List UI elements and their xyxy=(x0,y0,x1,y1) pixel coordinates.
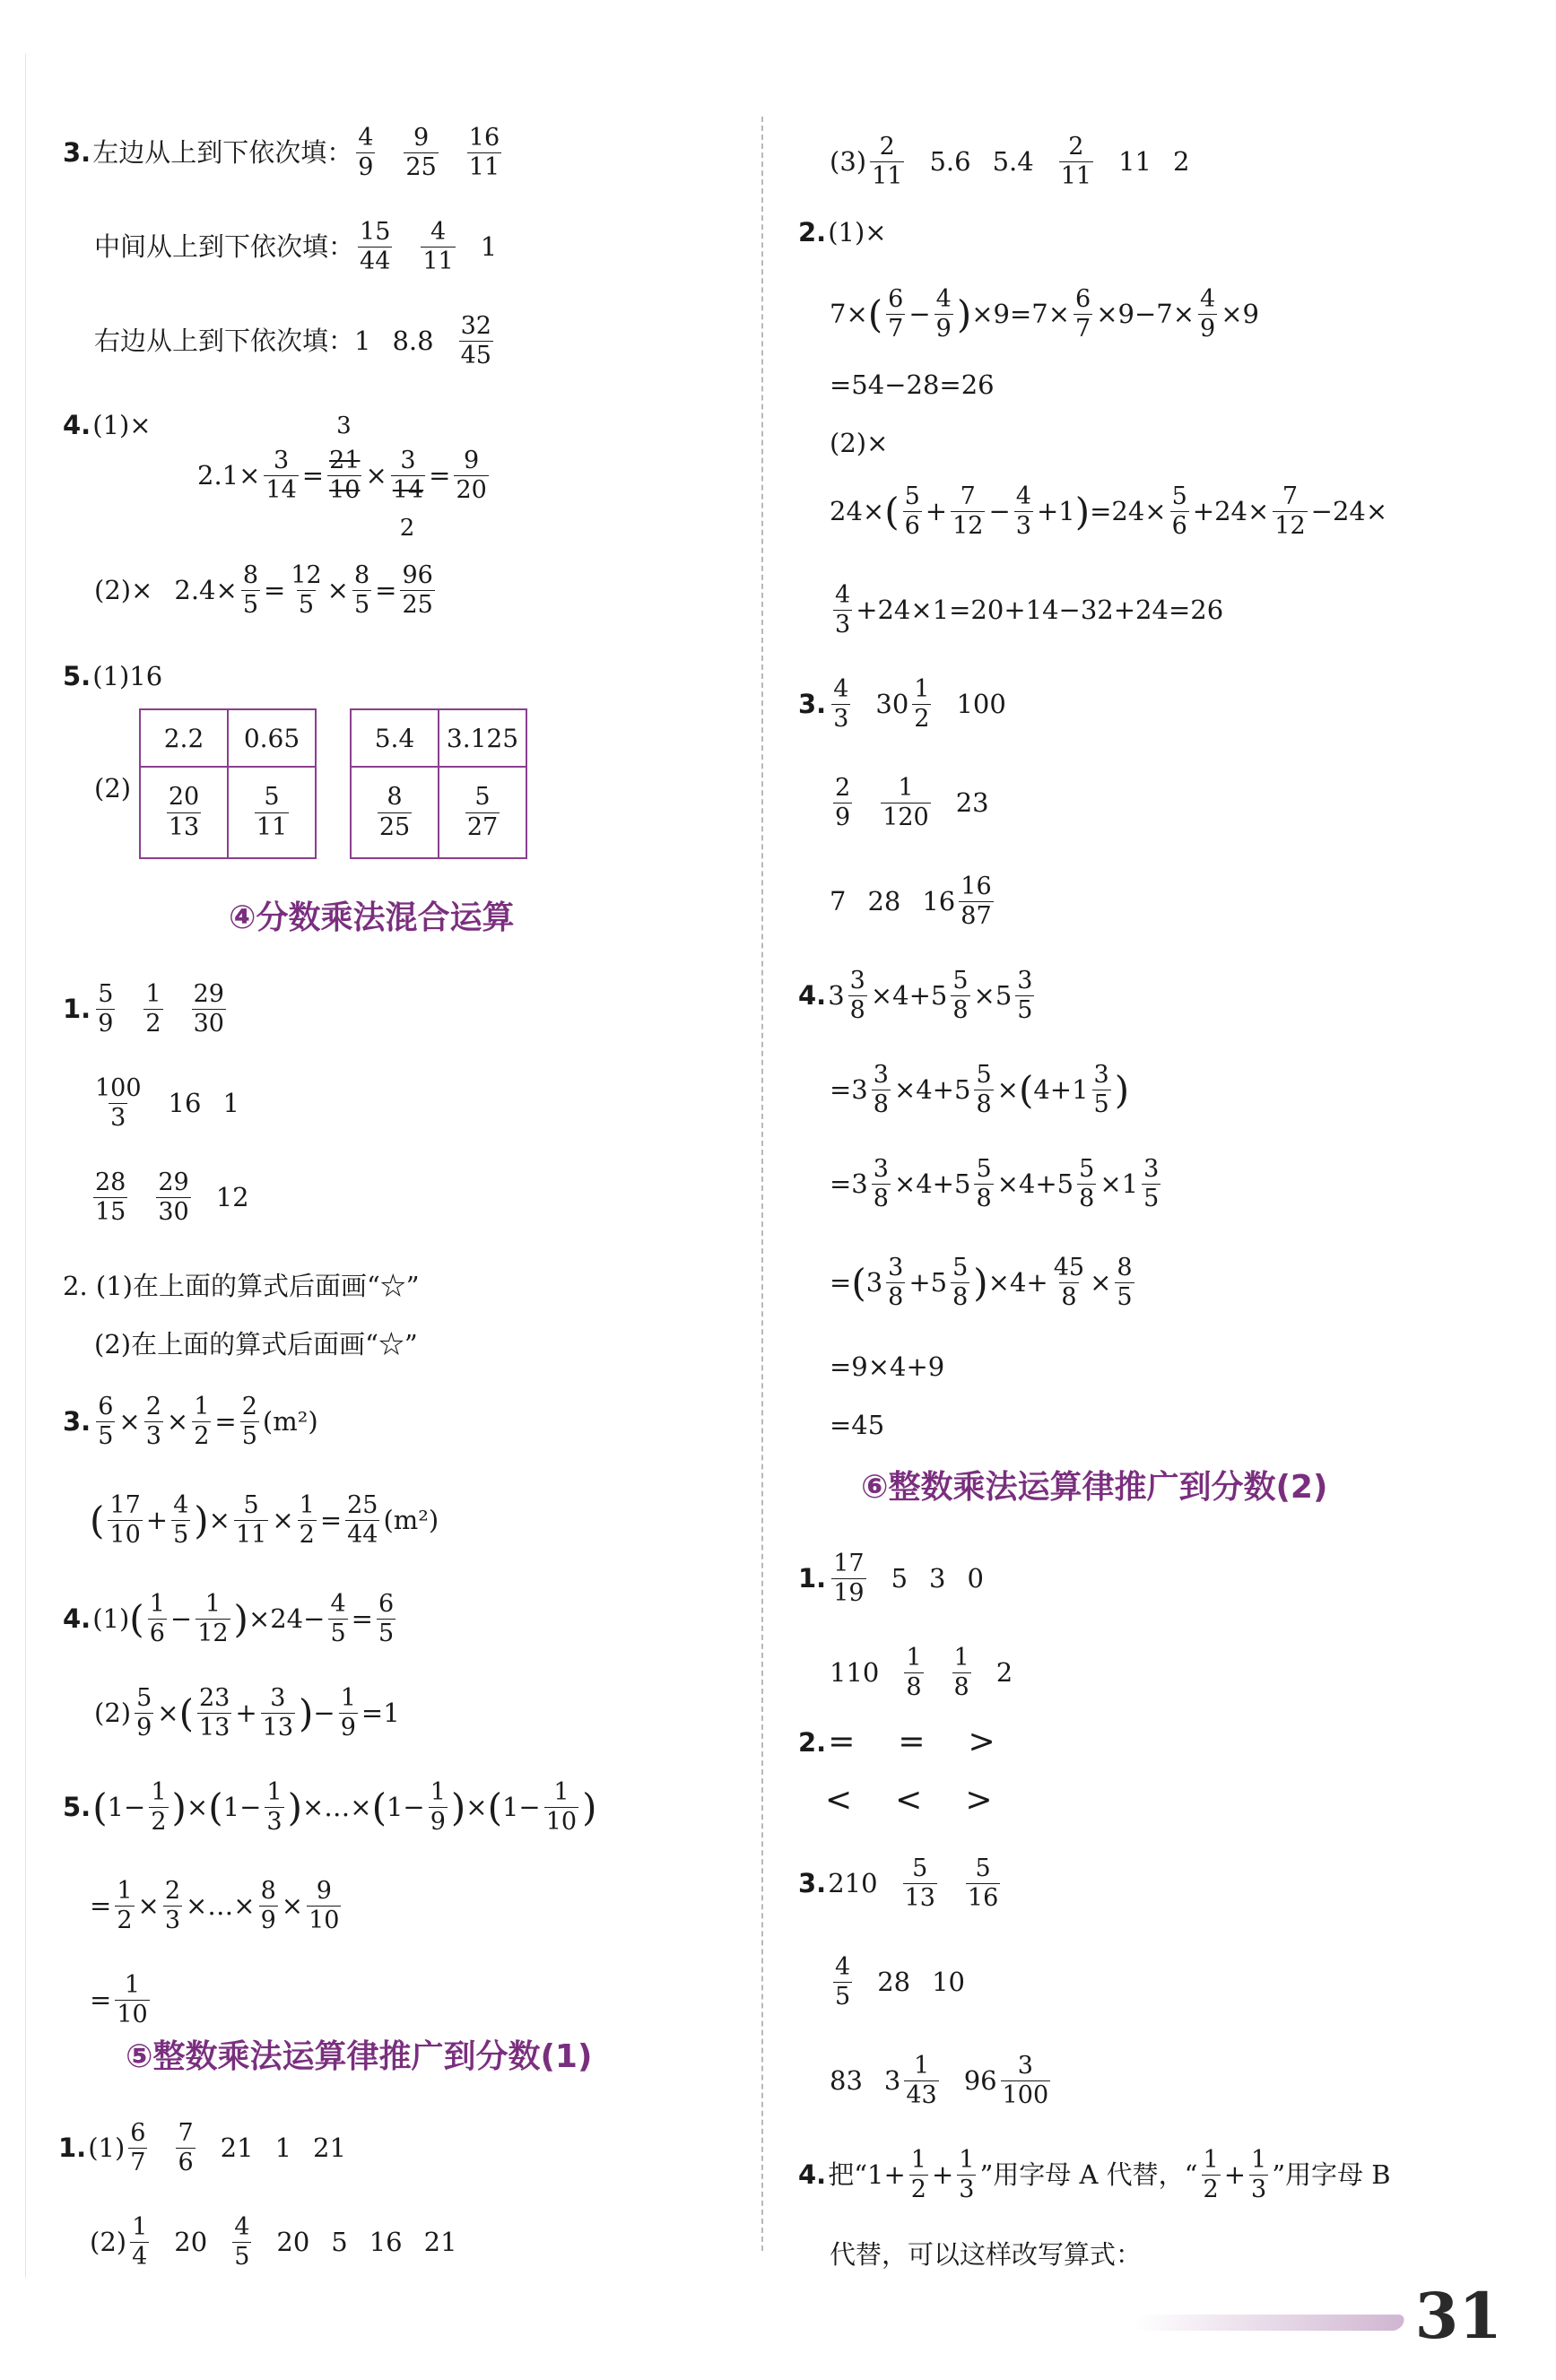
s4-q4-2: (2) $\frac{5}{9}$ × ( $\frac{23}{13}$ + $\frac{3}{13}$ ) − $\frac{1}{9}$ =1 xyxy=(94,1684,400,1742)
r-q4-line4: = ( 3 $\frac{3}{8}$ +5 $\frac{5}{8}$ ) ×4+ $\frac{45}{8}$ × $\frac{8}{5}$ xyxy=(830,1254,1133,1312)
s4-q1-row2: $\frac{100}{3}$ 16 1 xyxy=(95,1074,239,1133)
s4-q2-1: 2. (1)在上面的算式后面画“☆” xyxy=(63,1271,420,1301)
q3-mid-line: 中间从上到下依次填： $\frac{15}{44}$ $\frac{4}{11}$ 1 xyxy=(94,218,498,276)
s6-q3-row1: 3. 210 $\frac{5}{13}$ $\frac{5}{16}$ xyxy=(798,1854,999,1913)
r-q2-2-label: (2)× xyxy=(830,428,889,458)
s6-q4-line2: 代替，可以这样改写算式： xyxy=(830,2239,1143,2270)
s5-q1-1: 1. (1) $\frac{6}{7}$ $\frac{7}{6}$ 21 1 21 xyxy=(58,2119,346,2177)
margin-line xyxy=(25,54,26,2278)
cancel-mark: 2 xyxy=(399,514,415,542)
r-q4-line5: =9×4+9 xyxy=(830,1351,945,1382)
r-q3-row1: 3. $\frac{4}{3}$ 30 $\frac{1}{2}$ 100 xyxy=(798,675,1006,734)
s5-q1-2: (2) $\frac{1}{4}$ 20 $\frac{4}{5}$ 20 5 16 21 xyxy=(90,2213,457,2271)
s6-q3-row3: 83 3 $\frac{1}{43}$ 96 $\frac{3}{100}$ xyxy=(830,2052,1049,2110)
q4-1-expression: 2.1× $\frac{3}{14}$ = 3 $\frac{21}{10}$ × $\frac{3}{14}$ 2 = $\frac{9}{20}$ xyxy=(197,413,487,542)
fraction: $\frac{9}{25}$ xyxy=(405,124,437,182)
q3-left-text: 左边从上到下依次填： xyxy=(92,137,353,169)
r-q4-line2: =3 $\frac{3}{8}$ ×4+5 $\frac{5}{8}$ × ( 4+1 $\frac{3}{5}$ ) xyxy=(830,1061,1130,1119)
fraction: $\frac{32}{45}$ xyxy=(460,312,491,370)
s6-q1-row1: 1. $\frac{17}{19}$ 5 3 0 xyxy=(798,1550,984,1608)
r-q4-line6: =45 xyxy=(830,1410,885,1440)
q5-2-label: (2) xyxy=(94,773,132,803)
s4-q5-line2: = $\frac{1}{2}$ × $\frac{2}{3}$ ×…× $\frac{8}{9}$ × $\frac{9}{10}$ xyxy=(90,1877,340,1935)
q4-2-line: (2)× 2.4× $\frac{8}{5}$ = $\frac{12}{5}$ × $\frac{8}{5}$ = $\frac{96}{25}$ xyxy=(94,561,433,620)
r-q4-line3: =3 $\frac{3}{8}$ ×4+5 $\frac{5}{8}$ ×4+5 $\frac{5}{8}$ ×1 $\frac{3}{5}$ xyxy=(830,1155,1160,1213)
answer-grid-2: 5.4 3.125 $\frac{8}{25}$ $\frac{5}{27}$ xyxy=(350,708,527,859)
q3-right-line: 右边从上到下依次填： 1 8.8 $\frac{32}{45}$ xyxy=(94,312,491,370)
s4-q4-1: 4. (1) ( $\frac{1}{6}$ − $\frac{1}{12}$ ) ×24− $\frac{4}{5}$ = $\frac{6}{5}$ xyxy=(63,1590,395,1648)
r-q4-line1: 4. 3 $\frac{3}{8}$ ×4+5 $\frac{5}{8}$ ×5 $\frac{3}{5}$ xyxy=(798,967,1033,1025)
q3-left-line xyxy=(63,126,505,181)
fraction: $\frac{15}{44}$ xyxy=(360,218,391,276)
fraction: $\frac{4}{11}$ xyxy=(422,218,454,276)
r-q2-1-expr: 7× ( $\frac{6}{7}$ − $\frac{4}{9}$ ) ×9=7× $\frac{6}{7}$ ×9−7× $\frac{4}{9}$ ×9 xyxy=(830,285,1259,343)
section-title-5: ⑤整数乘法运算律推广到分数(1) xyxy=(126,2038,593,2075)
s4-q3-line1: 3. $\frac{6}{5}$ × $\frac{2}{3}$ × $\frac{1}{2}$ = $\frac{2}{5}$ (m²) xyxy=(63,1393,318,1451)
s4-q5-line1: 5. ( 1− $\frac{1}{2}$ ) × ( 1− $\frac{1}{3}$ ) ×…× ( 1− $\frac{1}{9}$ ) × ( 1− $\frac{1}{10}$ ) xyxy=(63,1778,597,1837)
s4-q5-line3: = $\frac{1}{10}$ xyxy=(90,1971,148,2029)
section-title-6: ⑥整数乘法运算律推广到分数(2) xyxy=(861,1469,1328,1506)
fraction: $\frac{16}{11}$ xyxy=(468,124,500,182)
r-q2-1-result: =54−28=26 xyxy=(830,369,995,400)
r-q1-3: (3) $\frac{2}{11}$ 5.6 5.4 $\frac{2}{11}$ 11 2 xyxy=(830,133,1190,191)
s4-q1-row1: 1. $\frac{5}{9}$ $\frac{1}{2}$ $\frac{29}{30}$ xyxy=(63,980,224,1038)
r-q2-2-expr2: $\frac{4}{3}$ +24×1=20+14−32+24=26 xyxy=(835,581,1224,639)
s6-q2-row1: 2. = = > xyxy=(798,1724,995,1760)
page-number: 31 xyxy=(1414,2279,1502,2353)
cancel-mark: 3 xyxy=(336,413,352,439)
decorative-swoosh xyxy=(1132,2315,1407,2331)
s6-q3-row2: $\frac{4}{5}$ 28 10 xyxy=(835,1953,965,2011)
r-q2-1-label: 2. (1)× xyxy=(798,217,887,248)
fraction: $\frac{4}{9}$ xyxy=(358,124,374,182)
s6-q1-row2: 110 $\frac{1}{8}$ $\frac{1}{8}$ 2 xyxy=(830,1644,1013,1702)
q4-1-label: 4. (1)× xyxy=(63,410,152,440)
column-divider xyxy=(761,117,763,2251)
section-title-4: ④分数乘法混合运算 xyxy=(229,899,515,936)
s4-q2-2: (2)在上面的算式后面画“☆” xyxy=(94,1329,418,1359)
r-q3-row3: 7 28 16 $\frac{16}{87}$ xyxy=(830,873,992,931)
r-q3-row2: $\frac{2}{9}$ $\frac{1}{120}$ 23 xyxy=(835,774,989,832)
r-q2-2-expr: 24× ( $\frac{5}{6}$ + $\frac{7}{12}$ − $\frac{4}{3}$ +1 ) =24× $\frac{5}{6}$ +24× $\frac{7}{12}$ −24× xyxy=(830,482,1388,541)
s4-q3-line2: ( $\frac{17}{10}$ + $\frac{4}{5}$ ) × $\frac{5}{11}$ × $\frac{1}{2}$ = $\frac{25}{44}$ (m²) xyxy=(90,1491,439,1550)
q5-1-line: 5. (1)16 xyxy=(63,661,163,691)
s6-q2-row2: < < > xyxy=(825,1782,993,1819)
question-number: 3. xyxy=(63,137,91,169)
s6-q4-line1: 4. 把“1+ $\frac{1}{2}$ + $\frac{1}{3}$ ”用字母 A 代替，“ $\frac{1}{2}$ + $\frac{1}{3}$ ”用字母 B xyxy=(798,2146,1391,2204)
s4-q1-row3: $\frac{28}{15}$ $\frac{29}{30}$ 12 xyxy=(95,1168,249,1227)
answer-grid-1: 2.2 0.65 $\frac{20}{13}$ $\frac{5}{11}$ xyxy=(139,708,317,859)
